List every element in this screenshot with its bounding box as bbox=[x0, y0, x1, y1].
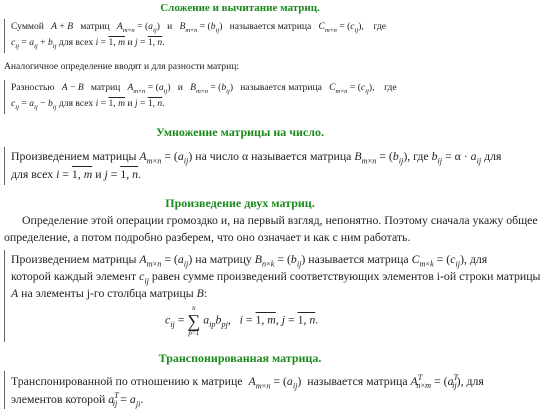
paragraph-product-intro-1: Определение этой операции громоздко и, на первый взгляд, непонятно. Поэтому сначала укажу общее bbox=[22, 213, 538, 227]
paragraph-product-intro-2: определение, а потом подробно разберем, что оно означает и как с ним работать. bbox=[4, 230, 411, 244]
definition-box-product: Произведением матрицы $A_{m\times n} = (a_{ij})$ на матрицу $B_{n\times k} = (b_{ij})$ называется матрица $C_{m\times k} = (c_{ij})$, для которой каждый элемент $c_{ij}$ равен сумме произведений соответствующих элементов i-ой строки матрицы A на элементы j-го столбца матрицы B: $c_{ij}$ = n ∑ p=1 $a_{ip}b_{pj}$, i = 1, m, j = 1, n. bbox=[4, 250, 476, 342]
definition-box-sum: Суммой A + B матриц $A_{m\times n} = (a_{ij})$ и $B_{m\times n} = (b_{ij})$ называется матрица $C_{m\times n} = (c_{ij})$, где $c_{ij} = a_{ij} + b_{ij}$ для всех i = 1, m и j = 1, n. bbox=[4, 19, 476, 53]
section-title-addition: Сложение и вычитание матриц. bbox=[160, 2, 320, 14]
paragraph-difference-intro: Аналогичное определение вводят и для разности матриц: bbox=[4, 61, 240, 72]
definition-box-transpose: Транспонированной по отношению к матрице $A_{m\times n} = (a_{ij})$ называется матрица $A^T_{n\times m} = (a^T_{ij})$, для элементов которой $a^T_{ij} = a_{ji}$. bbox=[4, 371, 476, 409]
product-formula: $c_{ij}$ = n ∑ p=1 $a_{ip}b_{pj}$, i = 1, m, j = 1, n. bbox=[165, 304, 319, 337]
section-title-scalar: Умножение матрицы на число. bbox=[156, 125, 324, 139]
section-title-transpose: Транспонированная матрица. bbox=[158, 351, 322, 365]
definition-box-scalar: Произведением матрицы $A_{m\times n} = (a_{ij})$ на число α называется матрица $B_{m\times n} = (b_{ij})$, где $b_{ij} = \alpha \cdot a_{ij}$ для для всех i = 1, m и j = 1, n. bbox=[4, 147, 476, 185]
definition-box-difference: Разностью A − B матриц $A_{m\times n} = (a_{ij})$ и $B_{m\times n} = (b_{ij})$ называется матрица $C_{m\times n} = (c_{ij})$, где $c_{ij} = a_{ij} - b_{ij}$ для всех i = 1, m и j = 1, n. bbox=[4, 80, 476, 114]
section-title-product: Произведение двух матриц. bbox=[165, 196, 315, 210]
